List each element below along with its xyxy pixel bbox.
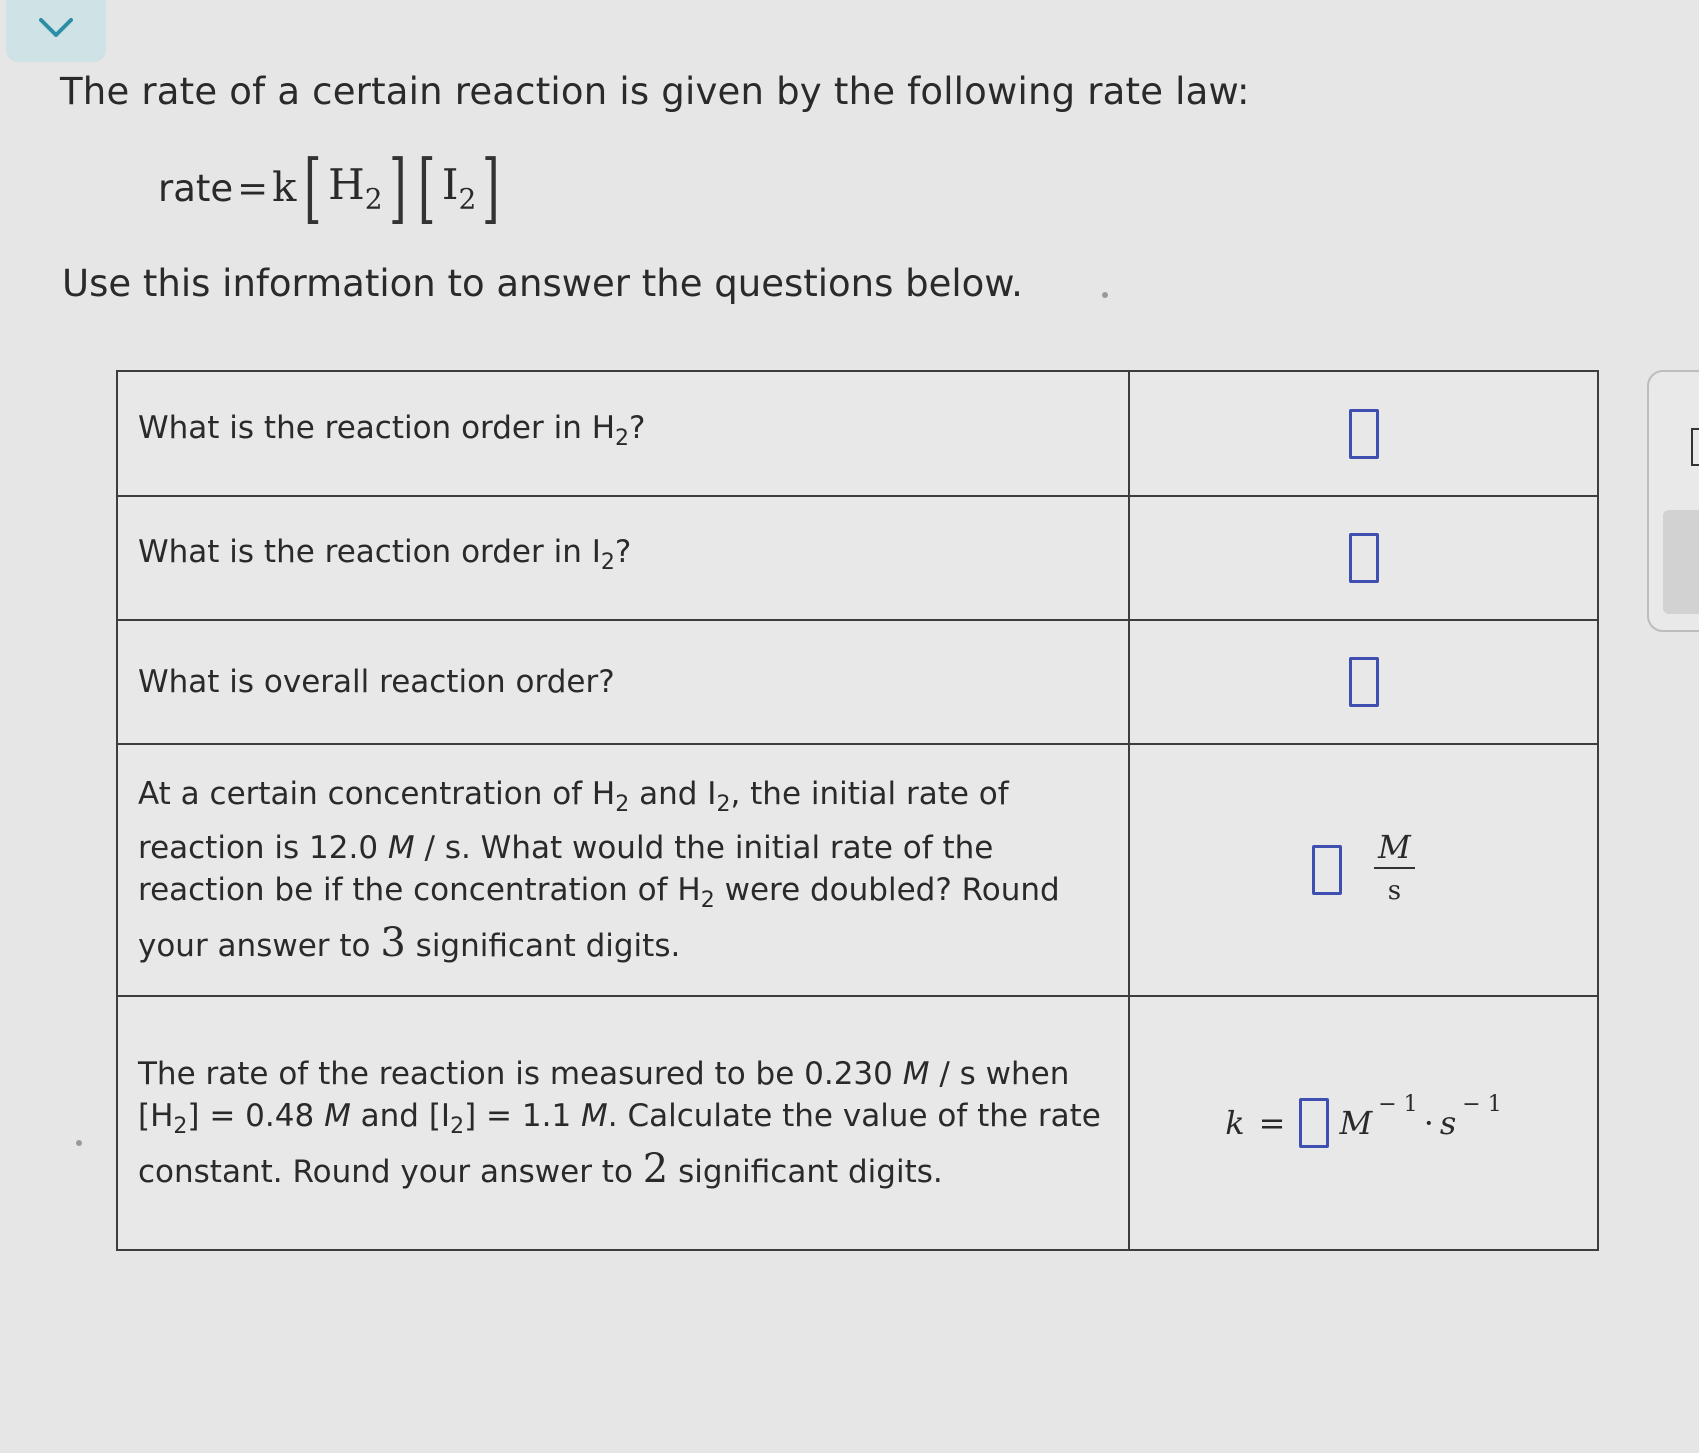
instructions-text: Use this information to answer the questions below. — [62, 262, 1023, 305]
table-row — [117, 620, 1598, 744]
unit-molarity: M — [1339, 1104, 1373, 1142]
k-symbol: k — [1225, 1104, 1245, 1142]
table-row — [117, 496, 1598, 620]
species-i2: $I_2$ — [441, 160, 477, 216]
speck — [1102, 292, 1108, 298]
answer-cell — [1129, 496, 1598, 620]
equals-sign: = — [237, 166, 269, 210]
table-row — [117, 996, 1598, 1250]
chevron-down-icon — [38, 16, 74, 40]
answer-cell — [1129, 620, 1598, 744]
close-bracket: ] — [388, 143, 407, 232]
speck — [76, 1140, 82, 1146]
question-doubled-rate: At a certain concentration of $H_2$ and $I_2$, the initial rate of reaction is 12.0 M / s. What would the initial rate of the reaction be if the concentration of $H_2$ were doubled? Round your answer to 3 significant digits. — [117, 744, 1129, 996]
species-h2: $H_2$ — [328, 160, 383, 216]
rate-unit-fraction — [1374, 827, 1415, 913]
unit-denominator: s — [1387, 876, 1402, 906]
order-i2-answer-input[interactable] — [1349, 533, 1379, 583]
side-panel-button[interactable] — [1663, 510, 1699, 614]
doubled-rate-answer-input[interactable] — [1312, 845, 1342, 895]
rate-constant-expression — [1225, 1092, 1502, 1148]
table-row — [117, 371, 1598, 496]
exponent-2: − 1 — [1462, 1092, 1502, 1117]
question-overall-order: What is overall reaction order? — [117, 620, 1129, 744]
order-h2-answer-input[interactable] — [1349, 409, 1379, 459]
collapse-toggle-button[interactable] — [6, 0, 106, 62]
rate-label: rate — [158, 166, 234, 210]
rate-law-equation — [158, 143, 506, 232]
open-bracket: [ — [418, 143, 436, 232]
bracket-icon — [1691, 428, 1699, 466]
close-bracket: ] — [482, 143, 501, 232]
intro-text: The rate of a certain reaction is given by the following rate law: — [60, 70, 1250, 113]
question-table — [116, 370, 1599, 1251]
overall-order-answer-input[interactable] — [1349, 657, 1379, 707]
answer-cell — [1129, 371, 1598, 496]
question-order-i2: What is the reaction order in $I_2$? — [117, 496, 1129, 620]
answer-cell — [1129, 744, 1598, 996]
question-order-h2: What is the reaction order in $H_2$? — [117, 371, 1129, 496]
question-rate-constant: The rate of the reaction is measured to be 0.230 M / s when $[H_2] = 0.48$ M and $[I_2] = 1.1$ M. Calculate the value of the rate constant. Round your answer to 2 significant digits. — [117, 996, 1129, 1250]
unit-numerator: M — [1374, 827, 1415, 869]
multiply-dot: · — [1423, 1104, 1434, 1142]
table-row — [117, 744, 1598, 996]
rate-constant-answer-input[interactable] — [1299, 1098, 1329, 1148]
equals-sign: = — [1258, 1104, 1286, 1142]
exponent-1: − 1 — [1378, 1092, 1418, 1117]
answer-cell — [1129, 996, 1598, 1250]
open-bracket: [ — [304, 143, 323, 232]
rate-constant-symbol: k — [272, 165, 297, 211]
unit-seconds: s — [1439, 1104, 1457, 1142]
side-tools-panel[interactable] — [1647, 370, 1699, 632]
